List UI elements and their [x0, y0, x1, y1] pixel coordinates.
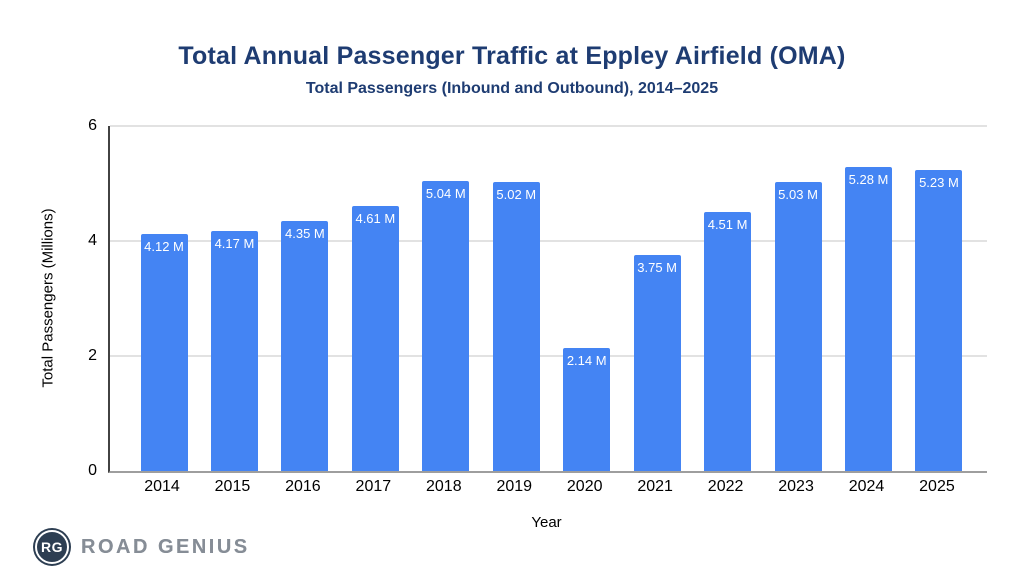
x-tick-label: 2015 — [214, 478, 251, 495]
x-axis-title: Year — [531, 514, 562, 531]
x-tick-label: 2018 — [426, 478, 462, 495]
rg-monogram-icon — [33, 528, 71, 566]
bar-2018 — [422, 181, 469, 471]
x-tick-label: 2019 — [496, 478, 533, 495]
chart-title: Total Annual Passenger Traffic at Eppley Airfield (OMA) — [178, 42, 846, 70]
x-tick-label: 2014 — [144, 478, 180, 495]
bar-value-label: 5.04 M — [425, 186, 466, 202]
bar-value-label: 5.28 M — [848, 172, 889, 188]
bar-2020 — [563, 348, 610, 471]
bar-2021 — [634, 255, 681, 471]
bar-2019 — [493, 182, 540, 471]
bar-2014 — [141, 234, 188, 471]
y-tick-label: 6 — [88, 117, 97, 134]
x-tick-label: 2020 — [566, 478, 603, 495]
bar-2025 — [915, 170, 962, 471]
bar-value-label: 4.35 M — [285, 225, 325, 241]
bar-value-label: 3.75 M — [637, 260, 678, 276]
y-tick-label: 0 — [88, 462, 97, 479]
road-genius-logo — [33, 528, 250, 566]
x-tick-label: 2025 — [919, 478, 955, 495]
bar-2015 — [211, 231, 258, 471]
bar-2024 — [845, 167, 892, 471]
y-axis-title: Total Passengers (Millions) — [39, 208, 57, 388]
bar-2016 — [281, 221, 328, 471]
bar-2023 — [775, 182, 822, 471]
x-tick-label: 2021 — [637, 478, 673, 495]
plot-area — [108, 126, 987, 473]
y-tick-label: 4 — [88, 232, 97, 249]
x-tick-label: 2024 — [848, 478, 885, 495]
x-tick-label: 2016 — [285, 478, 321, 495]
bar-value-label: 5.02 M — [496, 187, 537, 203]
bar-value-label: 5.03 M — [778, 186, 818, 202]
logo-wordmark: ROAD GENIUS — [81, 535, 250, 558]
gridline-y6 — [110, 125, 987, 127]
chart-subtitle: Total Passengers (Inbound and Outbound), 2014–2025 — [305, 80, 719, 97]
x-tick-label: 2017 — [355, 478, 392, 495]
bar-value-label: 4.61 M — [355, 210, 396, 226]
x-tick-label: 2022 — [707, 478, 744, 495]
bar-2022 — [704, 212, 751, 471]
bar-value-label: 2.14 M — [566, 352, 607, 368]
bar-value-label: 5.23 M — [919, 175, 959, 191]
bar-value-label: 4.51 M — [707, 216, 748, 232]
bar-value-label: 4.12 M — [144, 239, 184, 255]
y-tick-label: 2 — [88, 347, 97, 364]
bar-2017 — [352, 206, 399, 471]
x-tick-label: 2023 — [778, 478, 814, 495]
bar-value-label: 4.17 M — [214, 236, 255, 252]
rg-monogram-text: RG — [35, 530, 69, 564]
